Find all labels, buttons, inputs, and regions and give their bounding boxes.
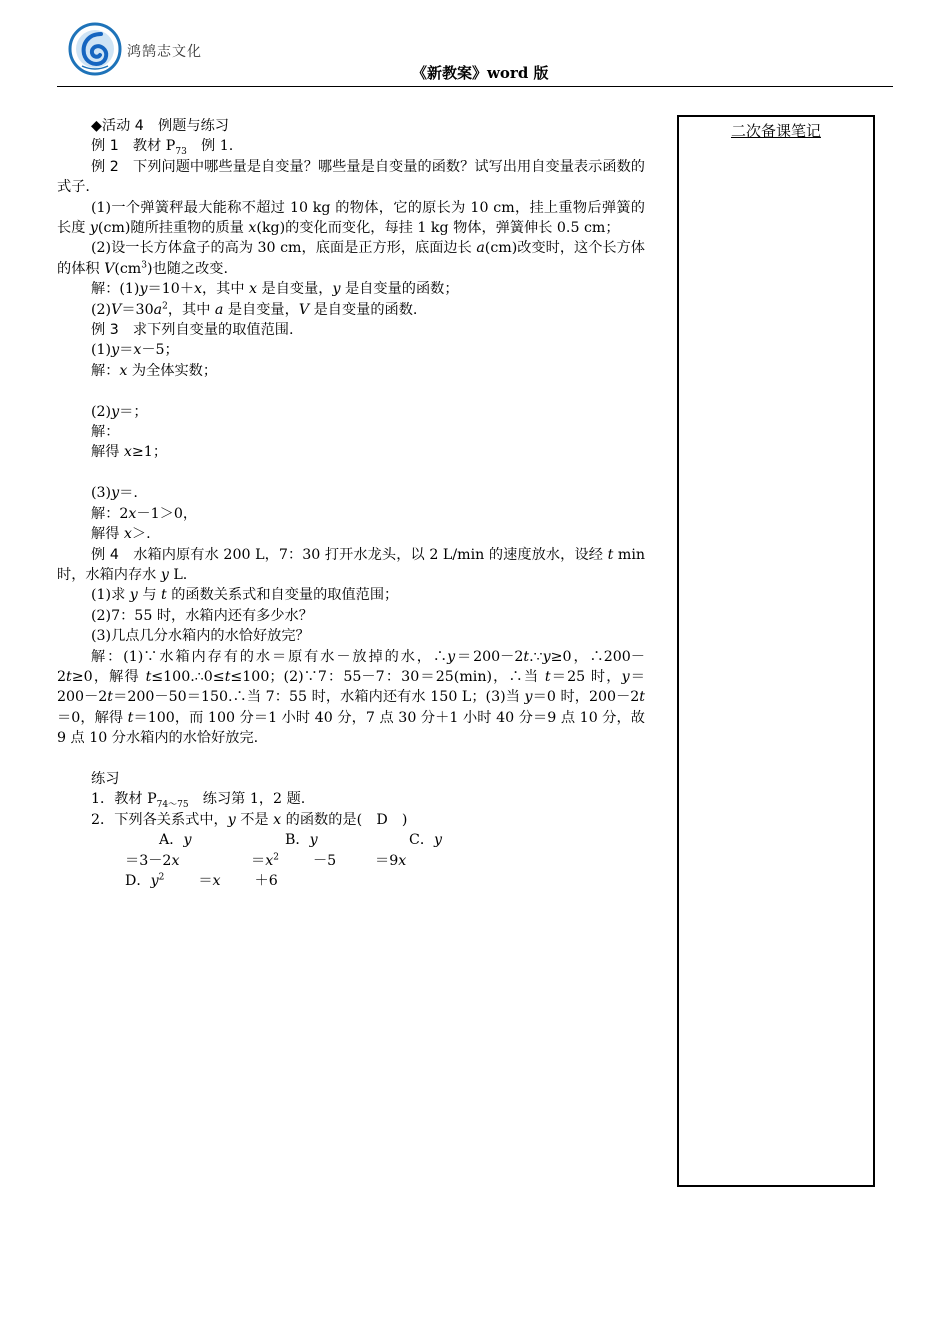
example-1: 例 1 教材 $P_{73}$ 例 1. (91, 138, 234, 158)
option-c: C．y＝9x (375, 832, 443, 869)
example-2-part-2: (2)设一长方体盒子的高为 30 cm，底面是正方形，底面边长 a(cm)改变时，这个长方体的体积 $V(cm^3)$也随之改变. (57, 240, 645, 277)
option-a: A．y＝3－2x (125, 832, 192, 869)
example-4-q1: (1)求 y 与 t 的函数关系式和自变量的取值范围； (91, 587, 399, 604)
activity-heading: ◆活动 4 例题与练习 (91, 118, 229, 134)
company-logo-icon (68, 22, 122, 76)
practice-heading: 练习 (91, 770, 120, 787)
notes-title: 二次备课笔记 (730, 122, 821, 140)
example-3-q3: (3)y＝. (91, 485, 138, 502)
header-divider (57, 86, 893, 87)
lesson-content (57, 116, 645, 891)
example-3-a3: 解：2x－1＞0， (91, 505, 198, 522)
example-4-question: 例 4 水箱内原有水 200 L，7：30 打开水龙头，以 2 L/min 的速度放水，设经 t min 时，水箱内存水 y L. (57, 546, 645, 583)
logo-text: 鸿鹄志文化 (127, 44, 202, 60)
example-3-a1: 解：x 为全体实数； (91, 362, 218, 379)
example-4-q2: (2)7：55 时，水箱内还有多少水？ (91, 607, 313, 624)
example-3-q1: (1)y＝x－5； (91, 342, 179, 359)
practice-item-2-options (57, 830, 645, 891)
practice-item-2: 2．下列各关系式中，y 不是 x 的函数的是( D ) (91, 811, 408, 828)
example-label: 例 2 (91, 158, 119, 175)
example-3-question: 例 3 求下列自变量的取值范围. (91, 322, 294, 339)
example-2-solution-2: $(2)V=30a^2$，其中 a 是自变量，V 是自变量的函数. (91, 300, 418, 318)
example-label: 例 4 (91, 546, 119, 563)
example-3-a3-result: 解得 x＞. (91, 526, 151, 543)
example-4-q3: (3)几点几分水箱内的水恰好放完？ (91, 628, 310, 645)
example-4-solution: 解：(1)∵水箱内存有的水＝原有水－放掉的水，∴y＝200－2t.∵y≥0，∴200－2t≥0，解得 t≤100.∴0≤t≤100；(2)∵7：55－7：30＝25(min)，∴当 t＝25 时，y＝200－2t＝200－50＝150.∴当 7：55 时，水箱内还有水 150 L；(3)当 y＝0 时，200－2t＝0，解得 t＝100，而 100 分＝1 小时 40 分，7 点 30 分＋1 小时 40 分＝9 点 10 分，故 9 点 10 分水箱内的水恰好放完. (57, 648, 645, 747)
option-b: B．$y=x^2 -5$ (251, 832, 337, 869)
example-label: 例 3 (91, 322, 119, 339)
example-2-solution-1: 解：(1)y＝10＋x，其中 x 是自变量，y 是自变量的函数； (91, 281, 459, 298)
option-d: D．$y^2 =x +6$ (125, 872, 278, 889)
secondary-notes-box (677, 115, 875, 1187)
example-3-a2: 解： (91, 424, 120, 441)
example-3-q2: (2)y＝； (91, 403, 148, 420)
document-title: 《新教案》word 版 (412, 64, 549, 82)
example-label: 例 1 (91, 138, 119, 155)
example-3-a2-result: 解得 x≥1； (91, 444, 168, 461)
example-2-question: 例 2 下列问题中哪些量是自变量？哪些量是自变量的函数？试写出用自变量表示函数的式子. (57, 158, 645, 196)
practice-item-1: 1．教材 $P_{74\sim 75}$ 练习第 1，2 题. (91, 791, 306, 811)
example-2-part-1: (1)一个弹簧秤最大能称不超过 10 kg 的物体，它的原长为 10 cm，挂上重物后弹簧的长度 y(cm)随所挂重物的质量 x(kg)的变化而变化，每挂 1 kg 物体，弹簧伸长 0.5 cm； (57, 199, 645, 237)
